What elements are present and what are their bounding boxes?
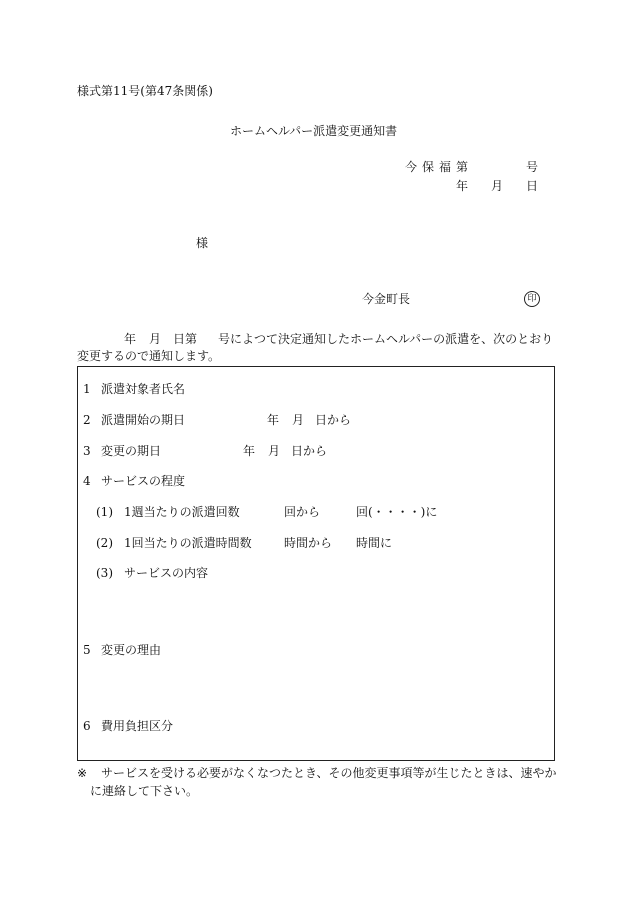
ref-go: 号 (526, 160, 539, 174)
sub2-label: 1回当たりの派遣時間数 (124, 536, 252, 550)
item3-month: 月 (268, 444, 281, 458)
document-title: ホームヘルパー派遣変更通知書 (230, 124, 398, 138)
recipient-honorific: 様 (196, 236, 209, 250)
ref-office: 保 (422, 160, 435, 174)
item6-label: 費用負担区分 (101, 719, 174, 733)
item3-suffix: 日から (291, 444, 328, 458)
ref-dept: 福 (439, 160, 452, 174)
item3-label: 変更の期日 (101, 444, 162, 458)
sub2-to: 時間に (356, 536, 393, 550)
item5-number: 5 (83, 643, 91, 657)
sub2-number: (2) (96, 536, 113, 550)
intro-text-line2: 変更するので通知します。 (77, 349, 221, 363)
item2-year: 年 (267, 413, 280, 427)
sub1-number: (1) (96, 505, 113, 519)
issuer-name: 今金町長 (362, 292, 411, 306)
intro-text: 号によつて決定通知したホームヘルパーの派遣を、次のとおり (218, 332, 554, 346)
seal-stamp: 印 (524, 291, 540, 307)
ref-city: 今 (405, 160, 418, 174)
sub3-number: (3) (96, 566, 113, 580)
item2-month: 月 (292, 413, 305, 427)
note-line1: サービスを受ける必要がなくなつたとき、その他変更事項等が生じたときは、速やか (101, 766, 557, 780)
note-mark: ※ (77, 766, 88, 780)
item1-label: 派遣対象者氏名 (101, 382, 186, 396)
item2-suffix: 日から (315, 413, 352, 427)
item4-label: サービスの程度 (101, 474, 186, 488)
item6-number: 6 (83, 719, 91, 733)
item2-label: 派遣開始の期日 (101, 413, 186, 427)
note-line2: に連絡して下さい。 (90, 784, 199, 798)
item4-number: 4 (83, 474, 91, 488)
item3-number: 3 (83, 444, 91, 458)
item3-year: 年 (243, 444, 256, 458)
intro-month: 月 (149, 332, 162, 346)
sub1-to: 回(・・・・)に (356, 505, 438, 519)
date-day-unit: 日 (526, 179, 539, 193)
date-month-unit: 月 (491, 179, 504, 193)
date-year-unit: 年 (456, 179, 469, 193)
sub1-from: 回から (284, 505, 321, 519)
sub2-from: 時間から (284, 536, 333, 550)
sub3-label: サービスの内容 (124, 566, 209, 580)
intro-year: 年 (124, 332, 137, 346)
form-number: 様式第11号(第47条関係) (77, 84, 213, 98)
sub1-label: 1週当たりの派遣回数 (124, 505, 240, 519)
intro-day-number: 日第 (173, 332, 198, 346)
item2-number: 2 (83, 413, 91, 427)
item5-label: 変更の理由 (101, 643, 162, 657)
ref-dai: 第 (456, 160, 469, 174)
item1-number: 1 (83, 382, 91, 396)
